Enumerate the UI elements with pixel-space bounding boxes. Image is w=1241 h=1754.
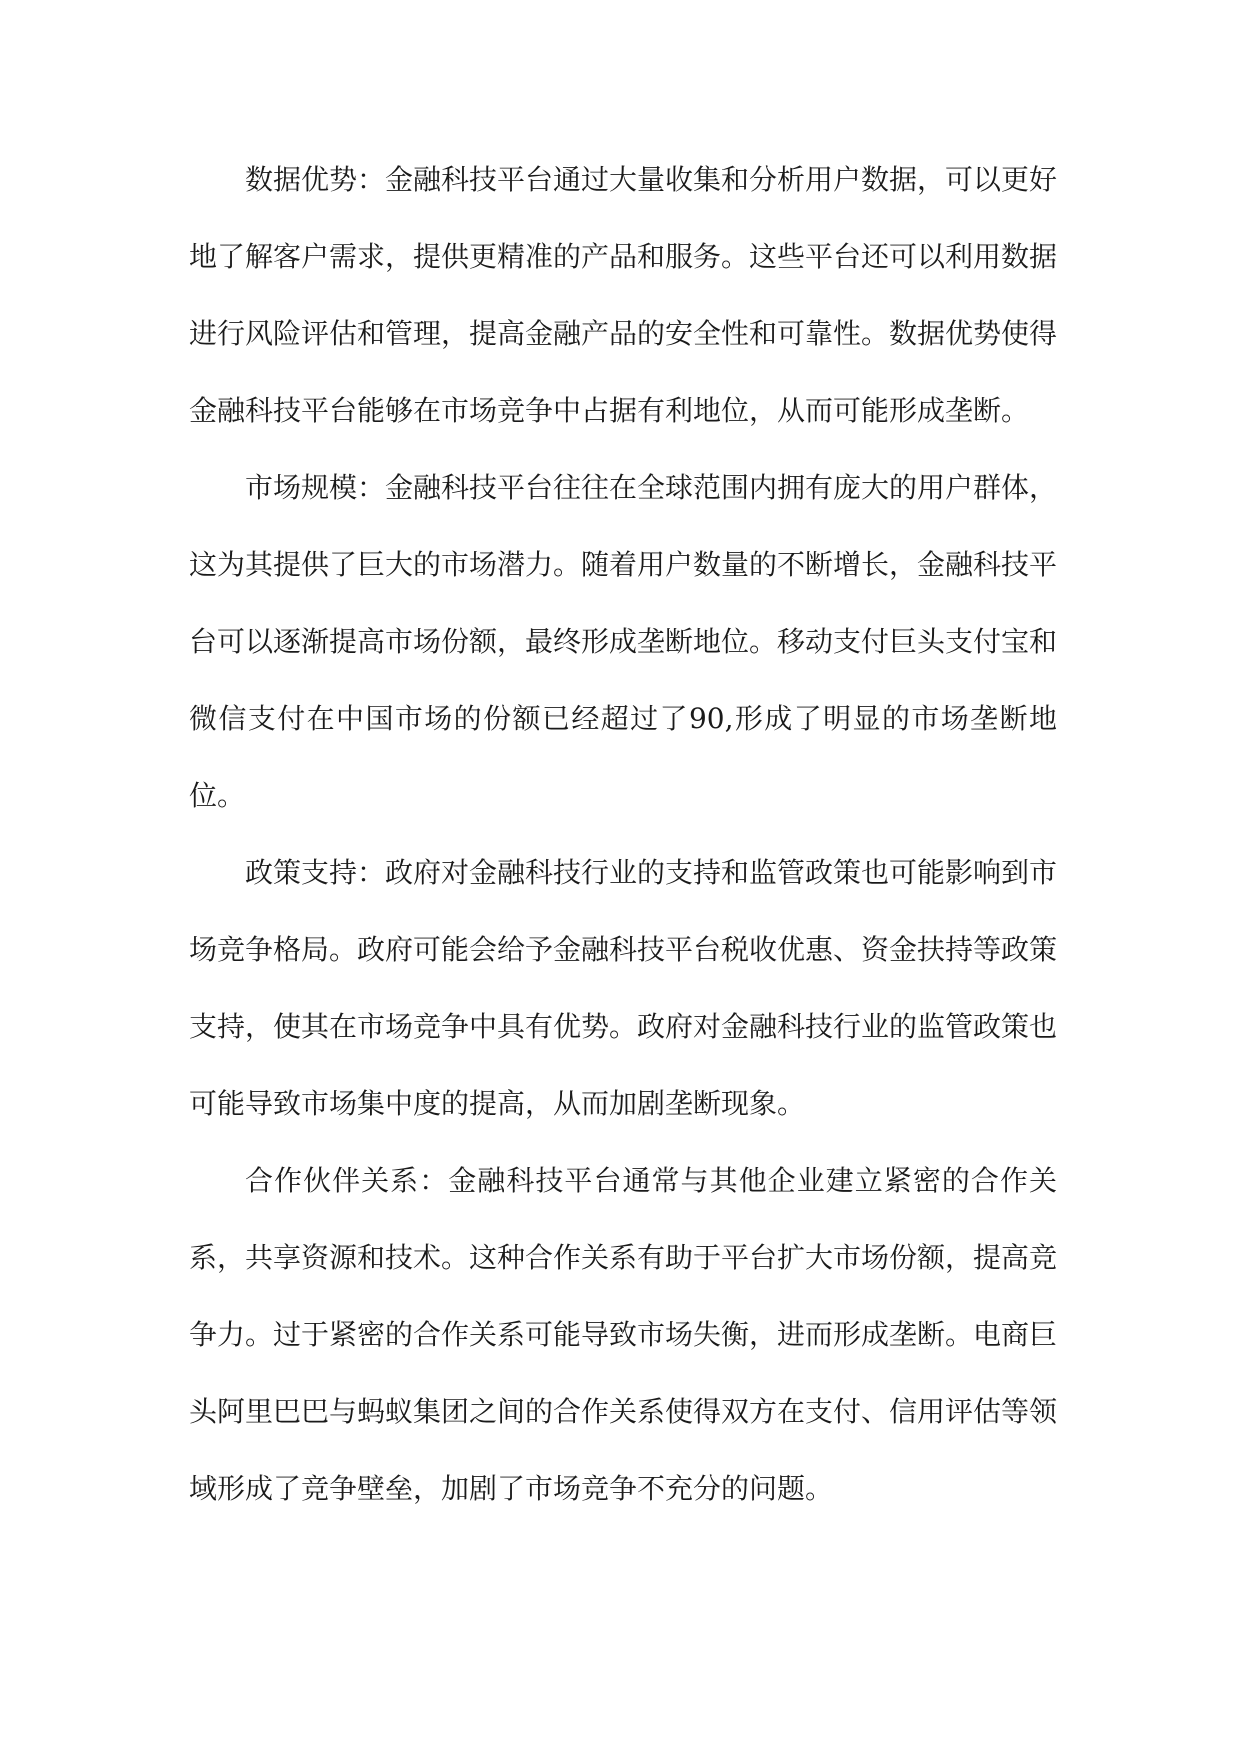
- document-body: [189, 141, 1057, 1527]
- paragraph-partnerships: 合作伙伴关系：金融科技平台通常与其他企业建立紧密的合作关系，共享资源和技术。这种合作关系有助于平台扩大市场份额，提高竞争力。过于紧密的合作关系可能导致市场失衡，进而形成垄断。电商巨头阿里巴巴与蚂蚁集团之间的合作关系使得双方在支付、信用评估等领域形成了竞争壁垒，加剧了市场竞争不充分的问题。: [189, 1164, 1058, 1505]
- paragraph-data-advantage: 数据优势：金融科技平台通过大量收集和分析用户数据，可以更好地了解客户需求，提供更精准的产品和服务。这些平台还可以利用数据进行风险评估和管理，提高金融产品的安全性和可靠性。数据优势使得金融科技平台能够在市场竞争中占据有利地位，从而可能形成垄断。: [189, 163, 1058, 427]
- paragraph-policy-support: 政策支持：政府对金融科技行业的支持和监管政策也可能影响到市场竞争格局。政府可能会给予金融科技平台税收优惠、资金扶持等政策支持，使其在市场竞争中具有优势。政府对金融科技行业的监管政策也可能导致市场集中度的提高，从而加剧垄断现象。: [189, 856, 1058, 1120]
- paragraph-market-scale: 市场规模：金融科技平台往往在全球范围内拥有庞大的用户群体，这为其提供了巨大的市场潜力。随着用户数量的不断增长，金融科技平台可以逐渐提高市场份额，最终形成垄断地位。移动支付巨头支付宝和微信支付在中国市场的份额已经超过了90,形成了明显的市场垄断地位。: [189, 471, 1058, 812]
